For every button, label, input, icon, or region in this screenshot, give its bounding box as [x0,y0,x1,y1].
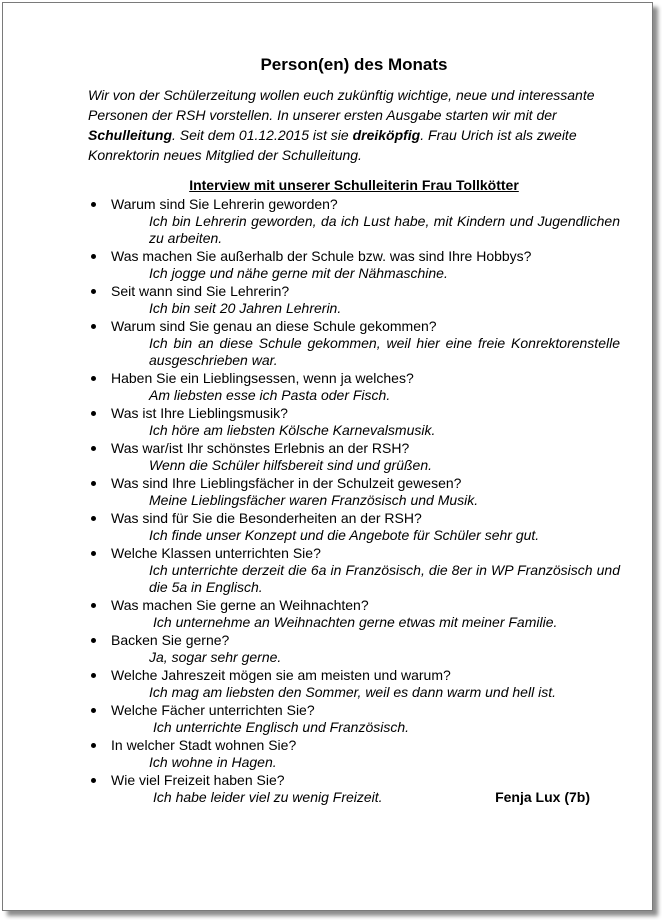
bullet-icon [91,603,96,608]
bullet-icon [91,324,96,329]
question: Warum sind Sie genau an diese Schule gekommen? [111,318,437,334]
qa-item [88,317,620,369]
answer: Ich habe leider viel zu wenig Freizeit. [153,789,383,805]
intro-text-3: . Frau Urich ist als zweite Konrektorin neues Mitglied der Schulleitung. [88,127,577,163]
bullet-icon [91,254,96,259]
question: Seit wann sind Sie Lehrerin? [111,283,290,299]
qa-item [88,509,620,544]
bullet-icon [91,743,96,748]
question: Was sind für Sie die Besonderheiten an der RSH? [111,510,422,526]
question: Was ist Ihre Lieblingsmusik? [111,405,288,421]
answer: Ich höre am liebsten Kölsche Karnevalsmusik. [149,422,436,438]
interview-heading: Interview mit unserer Schulleiterin Frau Tollkötter [189,177,519,193]
qa-item [88,596,620,631]
question: Wie viel Freizeit haben Sie? [111,772,285,788]
answer: Ich unterrichte Englisch und Französisch. [153,719,410,735]
bullet-icon [91,376,96,381]
qa-item [88,474,620,509]
qa-item [88,404,620,439]
answer-with-author [153,789,620,806]
question: Warum sind Sie Lehrerin geworden? [111,196,338,212]
answer: Ich jogge und nähe gerne mit der Nähmaschine. [149,265,448,281]
intro-bold-1: Schulleitung [88,127,172,143]
bullet-icon [91,516,96,521]
answer: Ich wohne in Hagen. [149,754,277,770]
bullet-icon [91,638,96,643]
answer: Ich unterrichte derzeit die 6a in Französisch, die 8er in WP Französisch und die 5a in Englisch. [149,562,620,595]
question: In welcher Stadt wohnen Sie? [111,737,297,753]
qa-item [88,701,620,736]
bullet-icon [91,673,96,678]
intro-paragraph [88,85,620,165]
answer: Ich unternehme an Weihnachten gerne etwas mit meiner Familie. [153,614,558,630]
author-credit: Fenja Lux (7b) [495,789,590,805]
answer: Ja, sogar sehr gerne. [149,649,282,665]
qa-item [88,771,620,806]
interview-list [88,195,620,806]
question: Haben Sie ein Lieblingsessen, wenn ja welches? [111,370,414,386]
qa-item [88,631,620,666]
intro-bold-2: dreiköpfig [352,127,421,143]
answer: Wenn die Schüler hilfsbereit sind und grüßen. [149,457,433,473]
bullet-icon [91,289,96,294]
qa-item [88,247,620,282]
question: Was machen Sie gerne an Weihnachten? [111,597,369,613]
answer: Ich bin an diese Schule gekommen, weil hier eine freie Konrektorenstelle ausgeschrieben war. [149,335,620,368]
answer: Ich bin seit 20 Jahren Lehrerin. [149,300,342,316]
page-title: Person(en) des Monats [260,55,448,74]
qa-item [88,369,620,404]
question: Welche Klassen unterrichten Sie? [111,545,321,561]
bullet-icon [91,778,96,783]
answer: Ich mag am liebsten den Sommer, weil es dann warm und hell ist. [149,684,556,700]
qa-item [88,736,620,771]
question: Was machen Sie außerhalb der Schule bzw. was sind Ihre Hobbys? [111,248,532,264]
question: Was sind Ihre Lieblingsfächer in der Schulzeit gewesen? [111,475,462,491]
intro-text-2: . Seit dem 01.12.2015 ist sie [172,127,353,143]
bullet-icon [91,446,96,451]
qa-item [88,282,620,317]
qa-item [88,544,620,596]
answer: Ich bin Lehrerin geworden, da ich Lust habe, mit Kindern und Jugendlichen zu arbeiten. [149,213,620,246]
answer: Ich finde unser Konzept und die Angebote für Schüler sehr gut. [149,527,540,543]
qa-item [88,666,620,701]
question: Backen Sie gerne? [111,632,230,648]
question: Welche Jahreszeit mögen sie am meisten und warum? [111,667,451,683]
bullet-icon [91,202,96,207]
bullet-icon [91,708,96,713]
bullet-icon [91,411,96,416]
question: Was war/ist Ihr schönstes Erlebnis an der RSH? [111,440,410,456]
question: Welche Fächer unterrichten Sie? [111,702,315,718]
qa-item [88,195,620,247]
document-content [88,50,620,806]
qa-item [88,439,620,474]
answer: Am liebsten esse ich Pasta oder Fisch. [149,387,391,403]
bullet-icon [91,551,96,556]
bullet-icon [91,481,96,486]
intro-text-1: Wir von der Schülerzeitung wollen euch zukünftig wichtige, neue und interessante Personen der RSH vorstellen. In unserer ersten Ausgabe starten wir mit der [88,87,595,123]
answer: Meine Lieblingsfächer waren Französisch und Musik. [149,492,479,508]
